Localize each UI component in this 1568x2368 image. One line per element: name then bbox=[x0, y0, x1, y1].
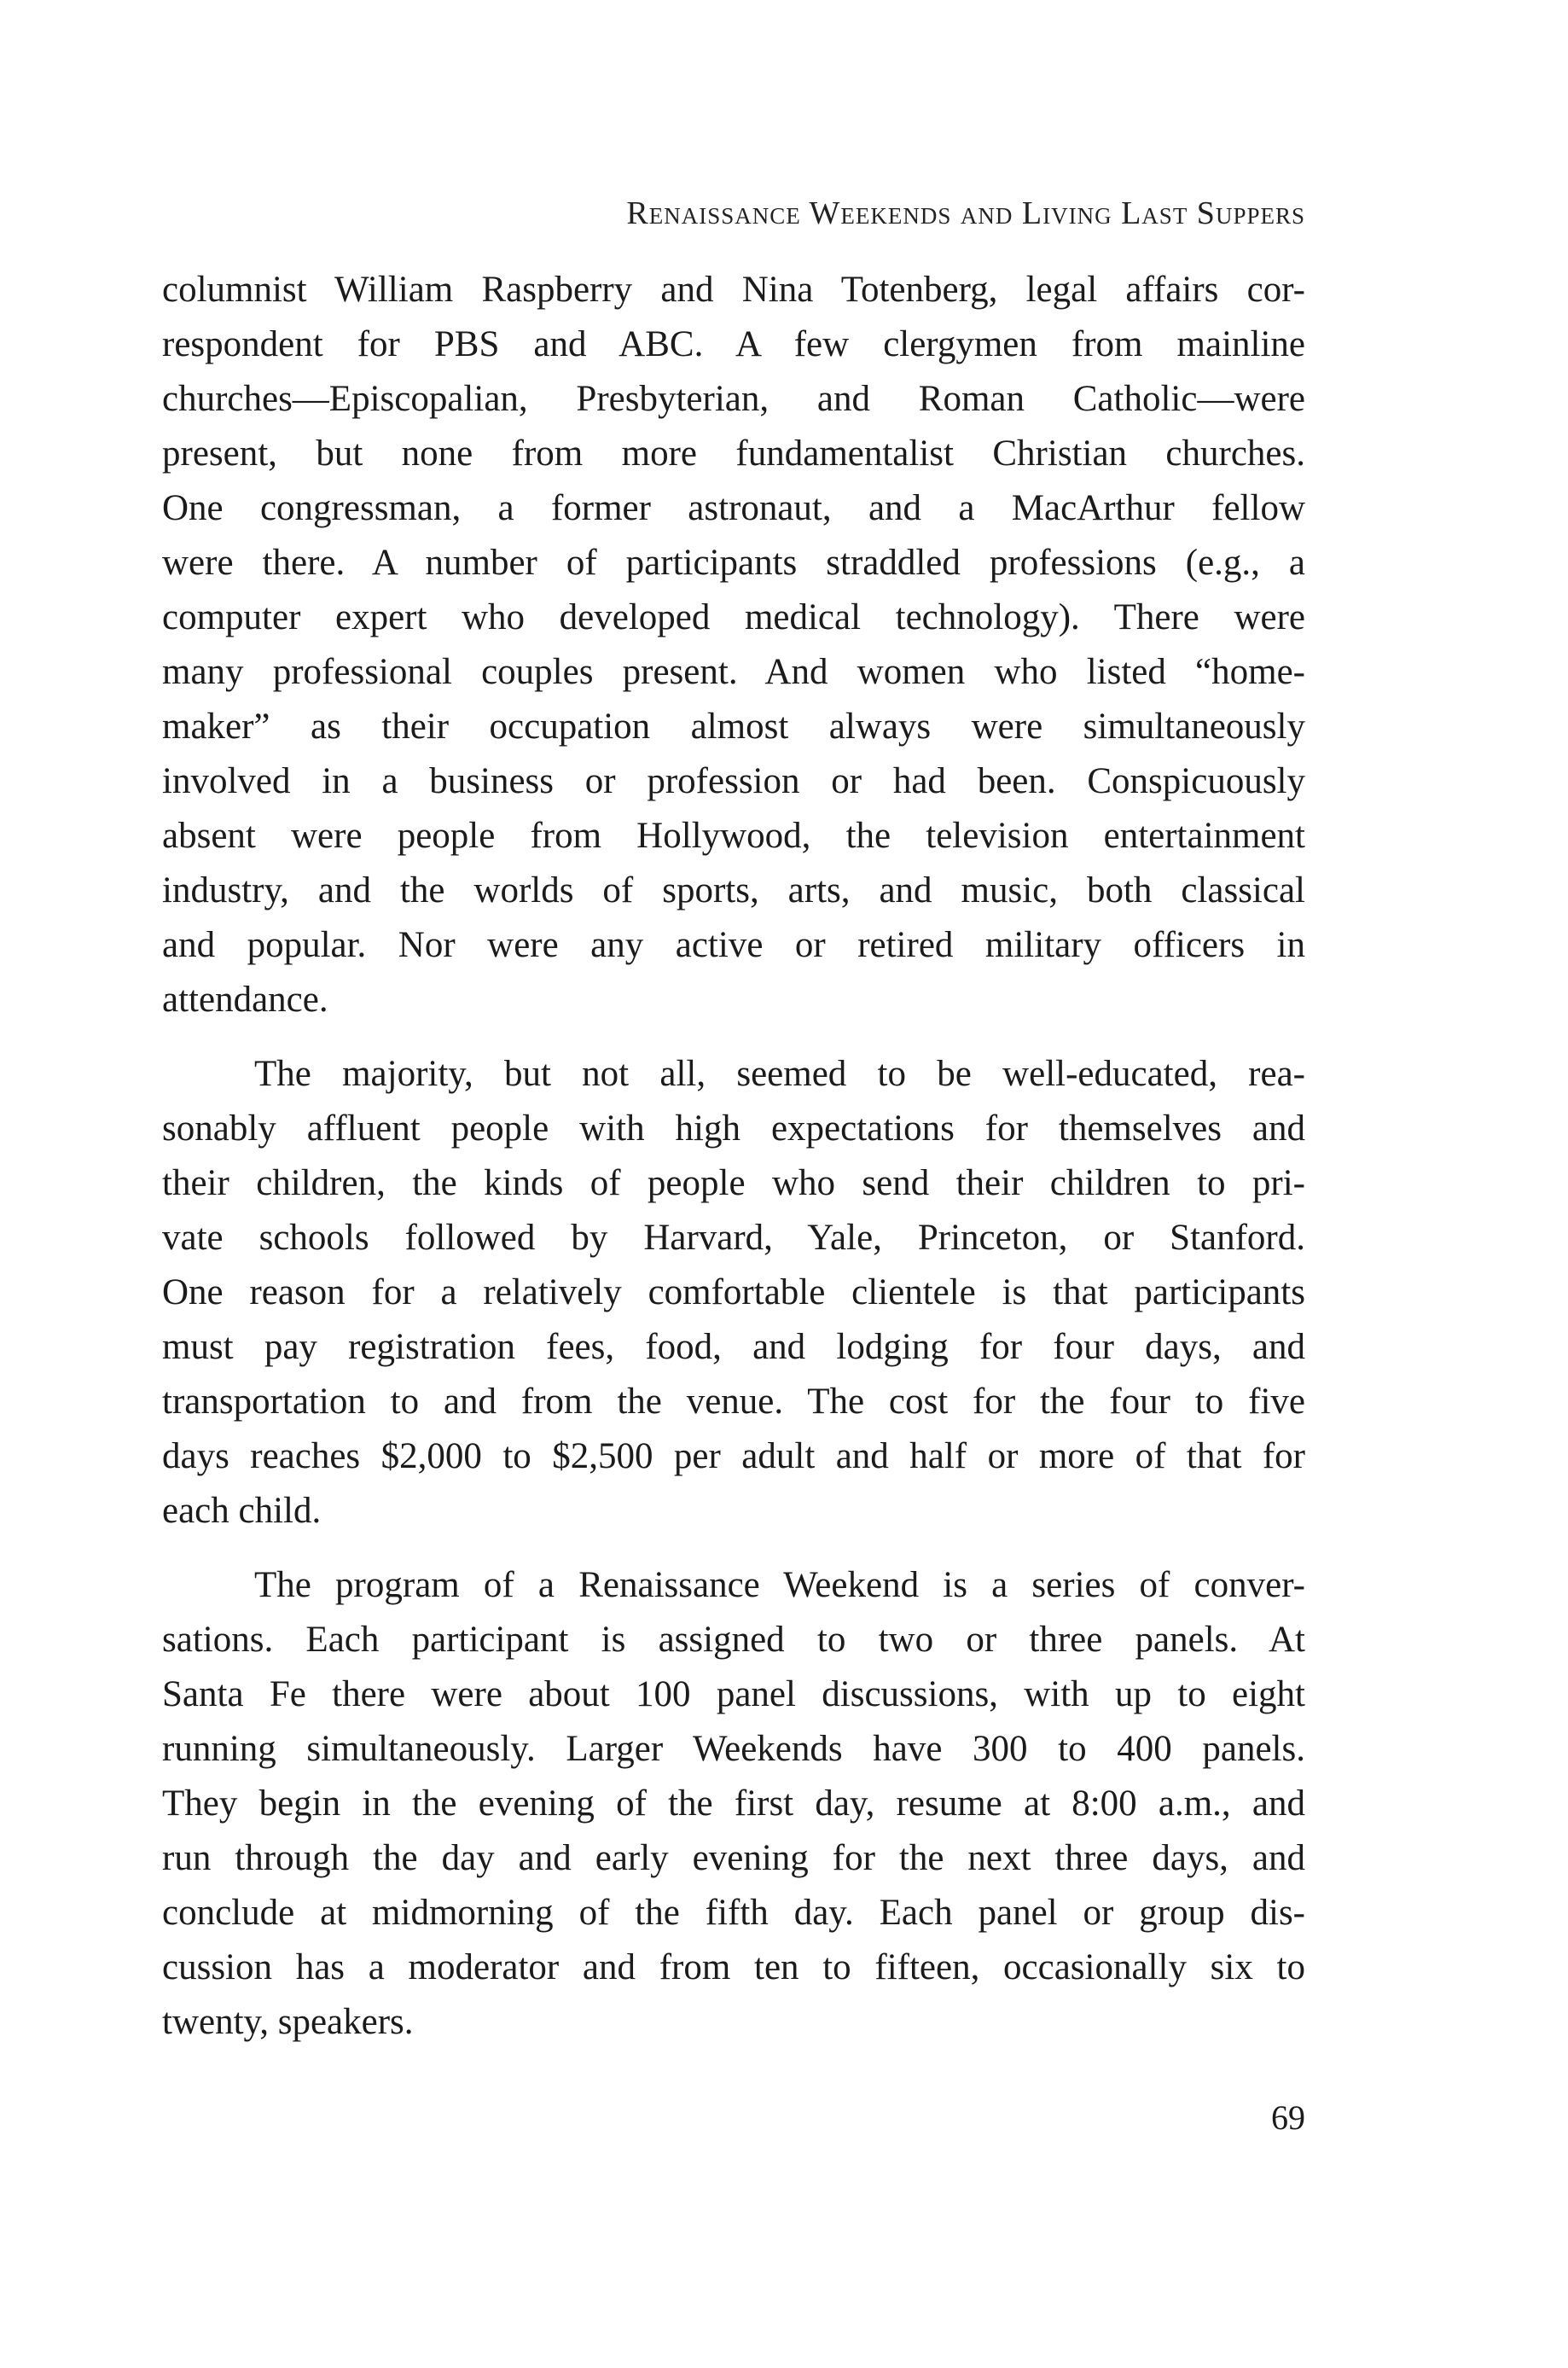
paragraph-3 bbox=[162, 1558, 1305, 2050]
text-line: many professional couples present. And women who listed “home- bbox=[162, 652, 1305, 692]
text-line: must pay registration fees, food, and lodging for four days, and bbox=[162, 1327, 1305, 1367]
text-line: The program of a Renaissance Weekend is a series of conver- bbox=[254, 1565, 1305, 1605]
running-head: Renaissance Weekends and Living Last Suppers bbox=[626, 195, 1305, 231]
text-line: One congressman, a former astronaut, and a MacArthur fellow bbox=[162, 488, 1305, 528]
text-line: vate schools followed by Harvard, Yale, Princeton, or Stanford. bbox=[162, 1218, 1305, 1258]
text-line: They begin in the evening of the first day, resume at 8:00 a.m., and bbox=[162, 1783, 1305, 1824]
text-line: industry, and the worlds of sports, arts, and music, both classical bbox=[162, 870, 1305, 911]
text-line: columnist William Raspberry and Nina Totenberg, legal affairs cor- bbox=[162, 270, 1305, 310]
text-line: run through the day and early evening for the next three days, and bbox=[162, 1838, 1305, 1878]
text-line: transportation to and from the venue. The cost for the four to five bbox=[162, 1382, 1305, 1422]
text-line: twenty, speakers. bbox=[162, 2002, 414, 2042]
paragraph-2 bbox=[162, 1047, 1305, 1539]
text-line: involved in a business or profession or had been. Conspicuously bbox=[162, 761, 1305, 801]
text-line: sations. Each participant is assigned to two or three panels. At bbox=[162, 1620, 1305, 1660]
text-line: One reason for a relatively comfortable clientele is that participants bbox=[162, 1272, 1305, 1312]
text-line: respondent for PBS and ABC. A few clergymen from mainline bbox=[162, 324, 1305, 364]
text-line: their children, the kinds of people who send their children to pri- bbox=[162, 1163, 1305, 1203]
text-line: sonably affluent people with high expectations for themselves and bbox=[162, 1108, 1305, 1149]
text-line: conclude at midmorning of the fifth day. Each panel or group dis- bbox=[162, 1893, 1305, 1933]
text-line: present, but none from more fundamentalist Christian churches. bbox=[162, 433, 1305, 474]
text-line: each child. bbox=[162, 1491, 322, 1531]
text-line: days reaches $2,000 to $2,500 per adult and half or more of that for bbox=[162, 1436, 1305, 1476]
text-line: and popular. Nor were any active or retired military officers in bbox=[162, 925, 1305, 965]
text-line: were there. A number of participants straddled professions (e.g., a bbox=[162, 543, 1305, 583]
text-line: maker” as their occupation almost always were simultaneously bbox=[162, 707, 1305, 747]
text-line: churches—Episcopalian, Presbyterian, and Roman Catholic—were bbox=[162, 379, 1305, 419]
text-line: attendance. bbox=[162, 980, 328, 1020]
body-text bbox=[162, 263, 1305, 2069]
text-line: absent were people from Hollywood, the television entertainment bbox=[162, 816, 1305, 856]
text-line: computer expert who developed medical technology). There were bbox=[162, 597, 1305, 637]
text-line: cussion has a moderator and from ten to fifteen, occasionally six to bbox=[162, 1947, 1305, 1987]
page-number: 69 bbox=[1271, 2098, 1305, 2137]
paragraph-1 bbox=[162, 263, 1305, 1027]
text-line: running simultaneously. Larger Weekends have 300 to 400 panels. bbox=[162, 1729, 1305, 1769]
text-line: The majority, but not all, seemed to be well-educated, rea- bbox=[254, 1054, 1305, 1094]
text-line: Santa Fe there were about 100 panel discussions, with up to eight bbox=[162, 1674, 1305, 1714]
